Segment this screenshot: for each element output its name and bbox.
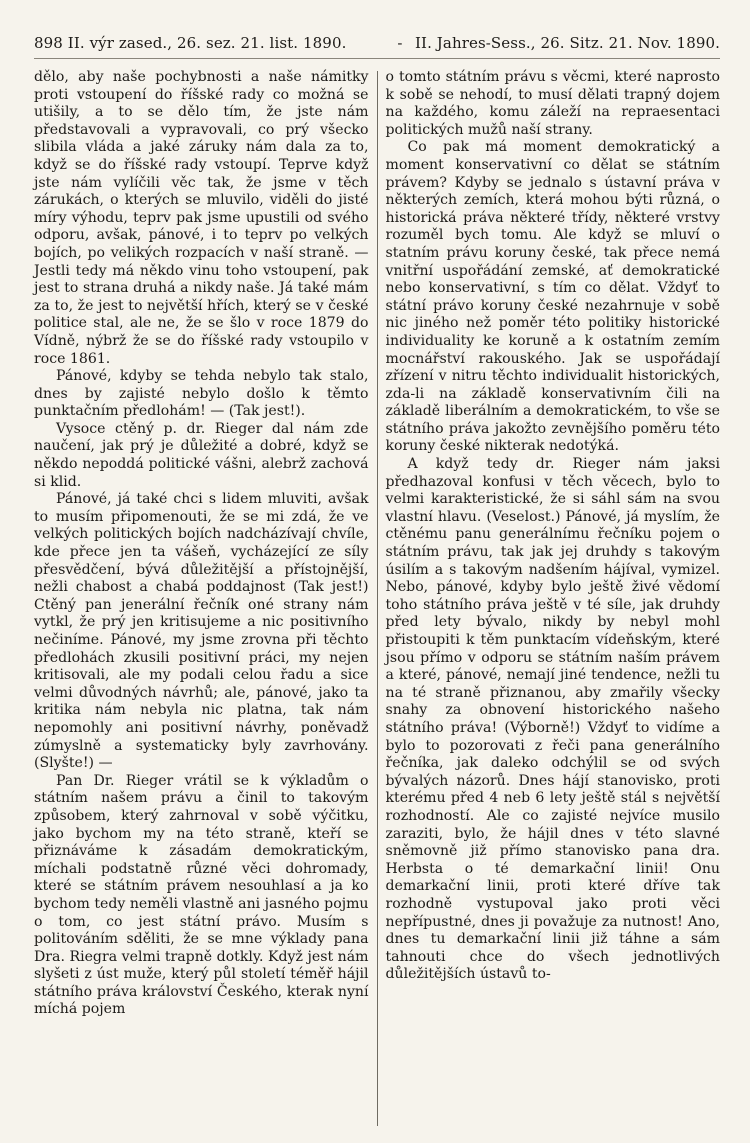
left-column bbox=[34, 69, 369, 1126]
header-separator: - bbox=[397, 34, 403, 52]
paragraph: Pan Dr. Rieger vrátil se k výkladům o státním našem právu a činil to takovým způsobem, který zahrnoval v sobě výčitku, jako bychom my na této straně, kteří se přiznáváme k zásadám demokratickým, míchali podstatně různé věci dohromady, které se státním právem nesouhlasí a ja ko bychom tedy neměli vlastně ani jasného pojmu o tom, co jest státní právo. Musím s politováním sděliti, že se mne výklady pana Dra. Riegra velmi trapně dotkly. Když jest nám slyšeti z úst muže, který půl století téměř hájil státního práva království Českého, kterak nyní míchá pojem bbox=[34, 772, 369, 1018]
paragraph: dělo, aby naše pochybnosti a naše námitky proti vstoupení do říšské rady co možná se utišily, a to se dělo tím, že jste nám představovali a vypravovali, co prý všecko slibila vláda a jaké záruky nám dala za to, když se do říšské rady vstoupí. Teprve když jste nám vylíčili věc tak, že jsme v těch zárukách, o kterých se mluvilo, viděli do jisté míry výhodu, teprv pak jsme upustili od svého odporu, avšak, pánové, i to teprv po velkých bojích, po velikých rozpacích v naší straně. — Jestli tedy má někdo vinu toho vstoupení, pak jest to strana druhá a nikdy naše. Já také mám za to, že jest to největší hřích, který se v české politice stal, ale ne, že se šlo v roce 1879 do Vídně, nýbrž že se do říšské rady vstoupilo v roce 1861. bbox=[34, 69, 369, 367]
text-columns bbox=[34, 69, 720, 1126]
paragraph: Co pak má moment demokratický a moment konservativní co dělat se státním právem? Kdyby se jednalo s ústavní práva v některých zemích, která mohou býti různá, o historická práva některé třídy, některé vrstvy rozuměl bych tomu. Ale když se mluví o statním právu koruny české, tak přece nemá vnitřní uspořádání zemské, ať demokratické nebo konservativní, s tím co dělat. Vždyť to státní právo koruny české nezahrnuje v sobě nic jiného než poměr této politiky historické individuality ke koruně a k ostatním zemím mocnářství rakouského. Jak se uspořádají zřízení v nitru těchto individualit historických, zda-li na základě konservativním čili na základě liberálním a demokratickém, to vše se státního práva jakožto zevnějšího poměru této koruny české nikterak nedotýká. bbox=[385, 139, 721, 455]
paragraph: Pánové, já také chci s lidem mluviti, avšak to musím připomenouti, že se mi zdá, že ve velkých politických bojích nadcházívají chvíle, kde přece jen ta vášeň, vycházející ze síly přesvědčení, bývá důležitější a přístojnější, nežli chabost a chabá poddajnost (Tak jest!) Ctěný pan jenerální řečník oné strany nám vytkl, že prý jen kritisujeme a nic positivního nečiníme. Pánové, my jsme zrovna při těchto předlohách zkusili positivní práci, my nejen kritisovali, ale my podali celou řadu a sice velmi důvodných návrhů; ale, pánové, jako ta kritika nám nebyla nic platna, tak nám nepomohly ani positivní návrhy, poněvadž zúmyslně a systematicky byly zavrhovány. (Slyšte!) — bbox=[34, 491, 369, 772]
paragraph: o tomto státním právu s věcmi, které naprosto k sobě se nehodí, to musí dělati trapný dojem na každého, komu záleží na repraesentaci politických mužů naší strany. bbox=[385, 69, 721, 138]
page-header bbox=[34, 34, 720, 59]
header-czech: 898 II. výr zased., 26. sez. 21. list. 1890. bbox=[34, 34, 347, 52]
paragraph: Pánové, kdyby se tehda nebylo tak stalo, dnes by zajisté nebylo došlo k těmto punktačním předlohám! — (Tak jest!). bbox=[34, 368, 369, 420]
header-german: II. Jahres-Sess., 26. Sitz. 21. Nov. 1890. bbox=[415, 34, 720, 52]
paragraph: A když tedy dr. Rieger nám jaksi předhazoval konfusi v těch věcech, bylo to velmi karakteristické, že si sáhl sám na svou vlastní hlavu. (Veselost.) Pánové, já myslím, že ctěnému panu generálnímu řečníku pojem o státním právu, tak jak jej druhdy s takovým úsilím a s takovým nadšením hájíval, vymizel. Nebo, pánové, kdyby bylo ještě živé vědomí toho státního práva ještě v té síle, jak druhdy před lety bývalo, nikdy by nebyl mohl přistoupiti k těm punktacím vídeňským, které jsou přímo v odporu se státním naším právem a které, pánové, nemají jiné tendence, nežli tu na té straně přiznanou, aby zmařily všecky snahy za obnovení historického našeho státního práva! (Výborně!) Vždyť to vidíme a bylo to pozorovati z řeči pana generálního řečníka, jak daleko odchýlil se od svých bývalých názorů. Dnes hájí stanovisko, proti kterému před 4 neb 6 lety ještě stál s největší rozhodností. Ale co zajisté nejvíce musilo zaraziti, bylo, že hájil dnes v této slavné sněmovně již přímo stanovisko pana dra. Herbsta o té demarkační linii! Onu demarkační linii, proti které dříve tak rozhodně vystupoval jako proti věci nepřípustné, dnes ji považuje za nutnost! Ano, dnes tu demarkační linii již táhne a sám tahnouti chce do všech jednotlivých důležitějších ústavů to- bbox=[385, 456, 721, 983]
column-divider bbox=[377, 71, 378, 1126]
right-column bbox=[386, 69, 721, 1126]
paragraph: Vysoce ctěný p. dr. Rieger dal nám zde naučení, jak prý je důležité a dobré, když se někdo nepoddá politické vášni, alebrž zachová si klid. bbox=[34, 420, 369, 490]
